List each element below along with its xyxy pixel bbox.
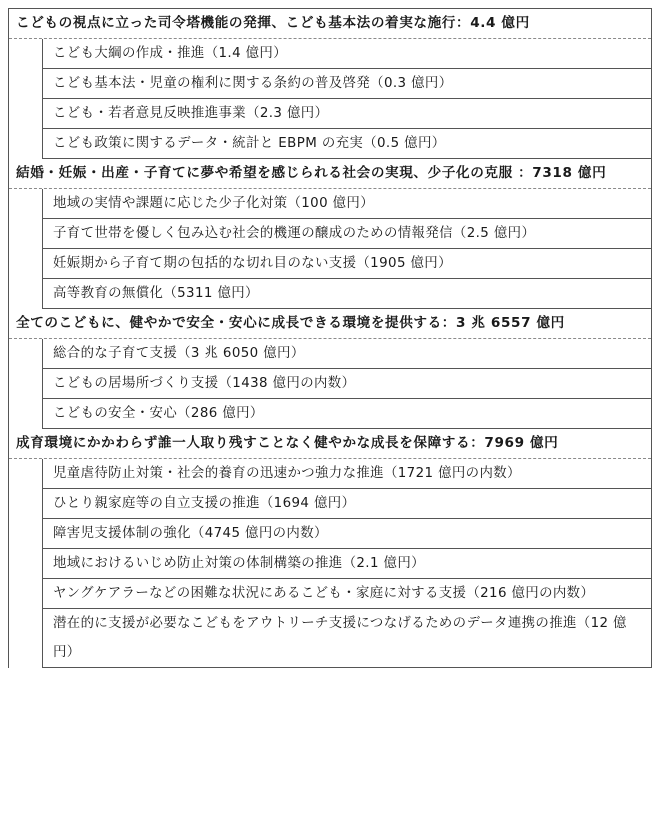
section [8, 159, 652, 309]
section-heading: 結婚・妊娠・出産・子育てに夢や希望を感じられる社会の実現、少子化の克服 ：7318 億円 [9, 159, 651, 189]
budget-table [8, 8, 652, 668]
section-items [42, 189, 651, 309]
section [8, 309, 652, 429]
list-item: こども基本法・児童の権利に関する条約の普及啓発（0.3 億円） [43, 69, 651, 99]
list-item: 児童虐待防止対策・社会的養育の迅速かつ強力な推進（1721 億円の内数） [43, 459, 651, 489]
list-item: 子育て世帯を優しく包み込む社会的機運の醸成のための情報発信（2.5 億円） [43, 219, 651, 249]
list-item: ひとり親家庭等の自立支援の推進（1694 億円） [43, 489, 651, 519]
section [8, 9, 652, 159]
list-item: 地域の実情や課題に応じた少子化対策（100 億円） [43, 189, 651, 219]
list-item: こども・若者意見反映推進事業（2.3 億円） [43, 99, 651, 129]
list-item: 総合的な子育て支援（3 兆 6050 億円） [43, 339, 651, 369]
list-item: 地域におけるいじめ防止対策の体制構築の推進（2.1 億円） [43, 549, 651, 579]
section-heading: 成育環境にかかわらず誰一人取り残すことなく健やかな成長を保障する：7969 億円 [9, 429, 651, 459]
list-item: こども政策に関するデータ・統計と EBPM の充実（0.5 億円） [43, 129, 651, 159]
list-item: こどもの居場所づくり支援（1438 億円の内数） [43, 369, 651, 399]
section-heading: 全てのこどもに、健やかで安全・安心に成長できる環境を提供する：3 兆 6557 億円 [9, 309, 651, 339]
section-items [42, 459, 651, 668]
section-items [42, 339, 651, 429]
list-item: こども大綱の作成・推進（1.4 億円） [43, 39, 651, 69]
list-item: こどもの安全・安心（286 億円） [43, 399, 651, 429]
section-heading: こどもの視点に立った司令塔機能の発揮、こども基本法の着実な施行：4.4 億円 [9, 9, 651, 39]
list-item: 潜在的に支援が必要なこどもをアウトリーチ支援につなげるためのデータ連携の推進（12 億円） [43, 609, 651, 668]
list-item: 妊娠期から子育て期の包括的な切れ目のない支援（1905 億円） [43, 249, 651, 279]
section-items [42, 39, 651, 159]
list-item: ヤングケアラーなどの困難な状況にあるこども・家庭に対する支援（216 億円の内数） [43, 579, 651, 609]
list-item: 障害児支援体制の強化（4745 億円の内数） [43, 519, 651, 549]
section [8, 429, 652, 668]
list-item: 高等教育の無償化（5311 億円） [43, 279, 651, 309]
